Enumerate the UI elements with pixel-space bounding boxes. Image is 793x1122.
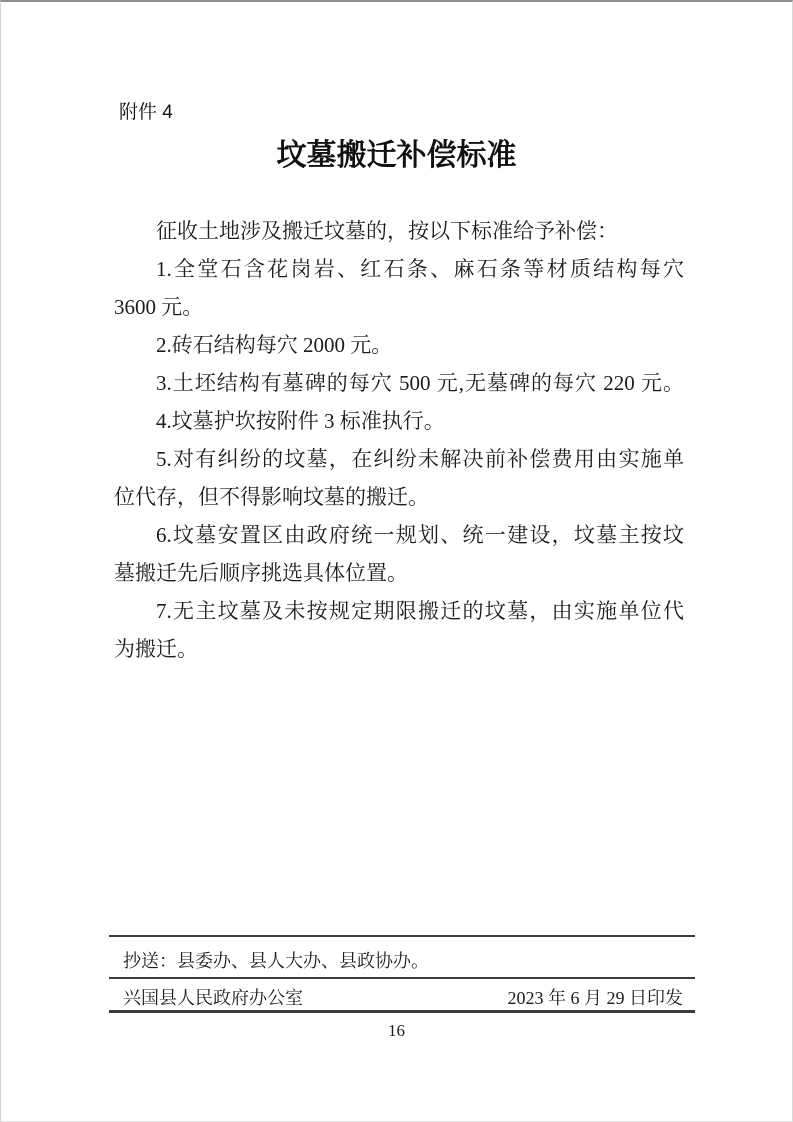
copy-to-note: 抄送：县委办、县人大办、县政协办。 xyxy=(123,951,429,971)
document-title: 坟墓搬迁补偿标准 xyxy=(276,139,517,172)
footer-divider-middle xyxy=(109,977,695,979)
body-line: 6.坟墓安置区由政府统一规划、统一建设，坟墓主按坟 xyxy=(156,523,684,547)
issuing-office: 兴国县人民政府办公室 xyxy=(123,988,303,1008)
body-line: 5.对有纠纷的坟墓，在纠纷未解决前补偿费用由实施单 xyxy=(156,447,684,471)
body-line: 1.全堂石含花岗岩、红石条、麻石条等材质结构每穴 xyxy=(156,257,684,281)
print-date: 2023 年 6 月 29 日印发 xyxy=(507,988,683,1008)
document-body xyxy=(114,212,684,668)
attachment-label: 附件 4 xyxy=(119,102,173,123)
page-number: 16 xyxy=(388,1021,405,1040)
body-line: 征收土地涉及搬迁坟墓的，按以下标准给予补偿： xyxy=(156,219,618,243)
body-line: 4.坟墓护坎按附件 3 标准执行。 xyxy=(156,409,445,433)
body-line: 为搬迁。 xyxy=(114,637,198,661)
body-line: 3600 元。 xyxy=(114,295,204,319)
body-line: 2.砖石结构每穴 2000 元。 xyxy=(156,333,393,357)
body-line: 7.无主坟墓及未按规定期限搬迁的坟墓，由实施单位代 xyxy=(156,599,684,623)
body-line: 墓搬迁先后顺序挑选具体位置。 xyxy=(114,561,408,585)
body-line: 3.土坯结构有墓碑的每穴 500 元,无墓碑的每穴 220 元。 xyxy=(156,371,684,395)
footer-divider-top xyxy=(109,935,695,937)
footer-divider-bottom xyxy=(109,1010,695,1013)
body-line: 位代存，但不得影响坟墓的搬迁。 xyxy=(114,485,429,509)
issuer-row xyxy=(123,985,683,1011)
